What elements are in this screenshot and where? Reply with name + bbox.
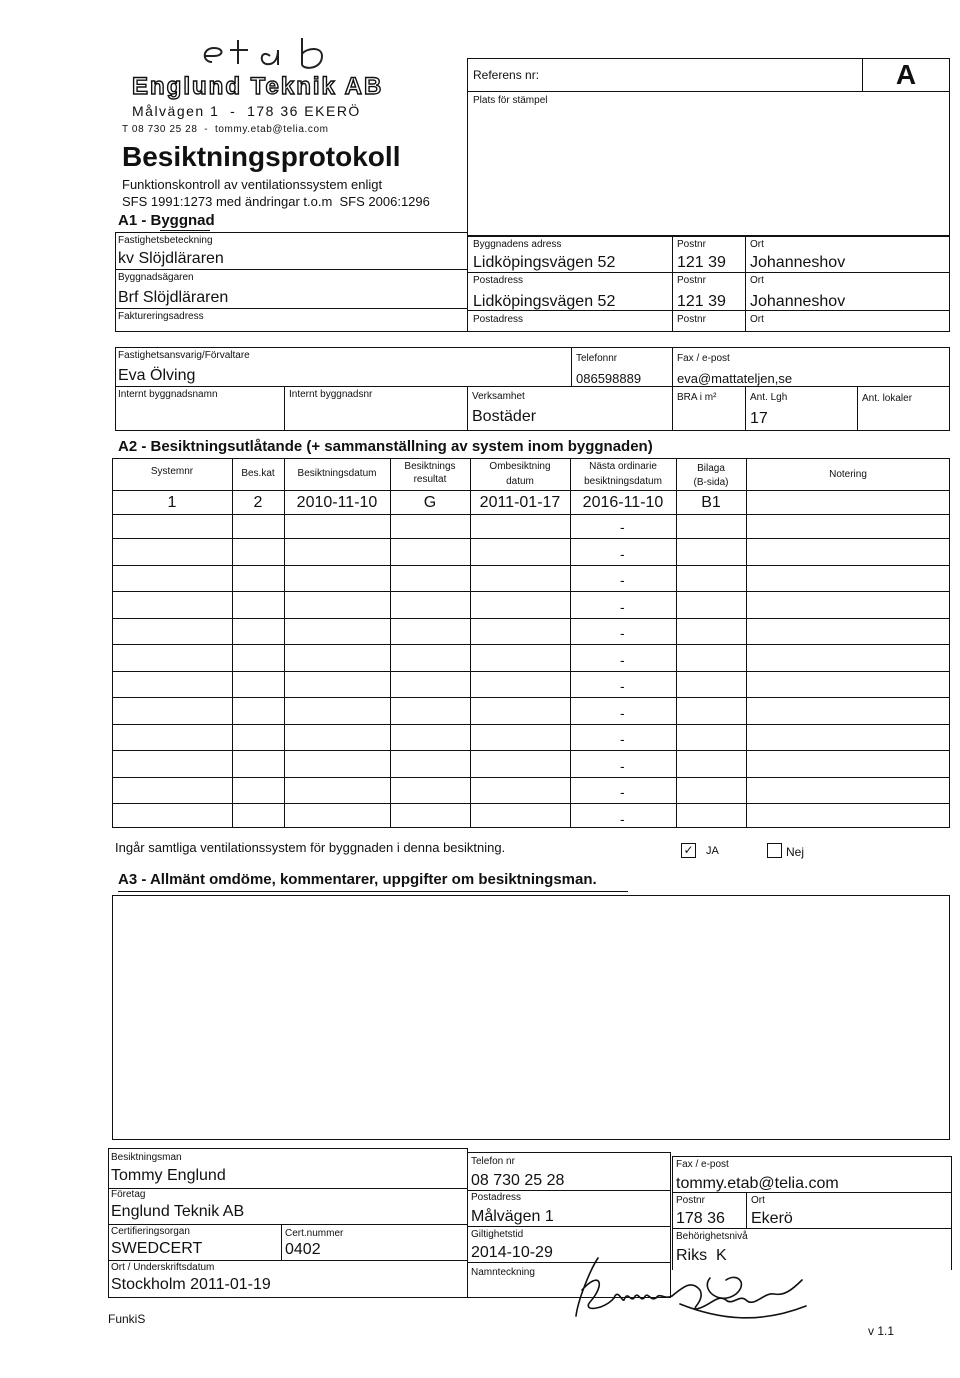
document-subtitle-1: Funktionskontroll av ventilationssystem enligt (122, 177, 383, 192)
nej-label: Nej (786, 845, 805, 859)
col-ombesiktning-1: Ombesiktning (489, 461, 551, 472)
ort2-label: Ort (750, 275, 764, 286)
foretag-label: Företag (111, 1189, 146, 1200)
footer-left: FunkiS (108, 1312, 146, 1326)
giltighet-value: 2014-10-29 (471, 1244, 553, 1261)
postnr1-label: Postnr (677, 239, 706, 250)
verksamhet-value: Bostäder (472, 408, 537, 425)
postnr2-label: Postnr (677, 275, 706, 286)
col-systemnr: Systemnr (150, 466, 194, 477)
verksamhet-label: Verksamhet (472, 391, 525, 402)
fastighetsbeteckning-label: Fastighetsbeteckning (118, 235, 213, 246)
col-nasta-1: Nästa ordinarie (589, 461, 657, 472)
internt-namn-label: Internt byggnadsnamn (118, 389, 218, 400)
page-letter: A (895, 59, 917, 90)
byggnadens-adress-label: Byggnadens adress (473, 239, 562, 250)
cert-nr-label: Cert.nummer (285, 1228, 344, 1239)
company-name: Englund Teknik AB (132, 73, 384, 100)
empty-row-marker: - (620, 651, 625, 668)
ort1-value: Johanneshov (750, 254, 846, 271)
empty-row-marker: - (620, 598, 625, 615)
includes-text: Ingår samtliga ventilationssystem för byggnaden i denna besiktning. (115, 840, 506, 855)
empty-row-marker: - (620, 678, 625, 694)
insp-ort-label: Ort (751, 1195, 765, 1206)
fax-value: eva@mattateljen,se (677, 371, 793, 386)
row1-datum: 2010-11-10 (296, 494, 378, 511)
telefon-label: Telefonnr (576, 353, 618, 364)
empty-row-marker: - (620, 757, 625, 774)
insp-postnr-label: Postnr (676, 1195, 705, 1206)
giltighet-label: Giltighetstid (471, 1229, 524, 1240)
cert-nr-value: 0402 (285, 1241, 321, 1258)
postnr2-value: 121 39 (677, 293, 726, 310)
col-resultat-2: resultat (413, 474, 447, 485)
footer-version: v 1.1 (868, 1324, 895, 1338)
cert-org-label: Certifieringsorgan (111, 1226, 190, 1237)
ort2-value: Johanneshov (750, 293, 846, 310)
col-notering: Notering (829, 469, 867, 480)
ja-checkbox[interactable]: ✓ (681, 843, 696, 858)
empty-row-marker: - (620, 810, 625, 827)
row1-resultat: G (423, 494, 437, 511)
a1-heading: A1 - Byggnad (118, 212, 215, 229)
a3-comment-box (112, 895, 950, 1140)
a3-heading: A3 - Allmänt omdöme, kommentarer, uppgifter om besiktningsman. (118, 871, 597, 888)
document-subtitle-2: SFS 1991:1273 med ändringar t.o.m SFS 2006:1296 (122, 194, 430, 209)
empty-row-marker: - (620, 519, 625, 535)
signature (560, 1250, 820, 1330)
insp-telefon-value: 08 730 25 28 (471, 1172, 565, 1189)
empty-row-marker: - (620, 704, 625, 721)
insp-telefon-label: Telefon nr (471, 1156, 515, 1167)
fakturering-label: Faktureringsadress (118, 311, 204, 322)
insp-postadress-value: Målvägen 1 (471, 1208, 554, 1225)
a2-heading: A2 - Besiktningsutlåtande (+ sammanställning av system inom byggnaden) (118, 438, 653, 455)
namnteckning-label: Namnteckning (471, 1267, 535, 1278)
cert-org-value: SWEDCERT (111, 1240, 203, 1257)
besiktningsman-value: Tommy Englund (111, 1167, 226, 1184)
row1-beskat: 2 (253, 494, 263, 511)
behorighet-label: Behörighetsnivå (676, 1231, 748, 1242)
row1-bilaga: B1 (701, 494, 721, 511)
fax-label: Fax / e-post (677, 353, 730, 364)
company-address: Målvägen 1 - 178 36 EKERÖ (132, 103, 361, 119)
telefon-value: 086598889 (576, 371, 642, 386)
document-title: Besiktningsprotokoll (122, 141, 401, 172)
postadress2-label: Postadress (473, 314, 524, 325)
ort3-label: Ort (750, 314, 764, 325)
col-bilaga-1: Bilaga (697, 463, 725, 474)
row1-nasta: 2016-11-10 (582, 494, 664, 511)
stamp-label: Plats för stämpel (473, 95, 548, 106)
behorighet-value: Riks K (676, 1247, 727, 1264)
col-beskat: Bes.kat (241, 468, 275, 479)
postnr3-label: Postnr (677, 314, 706, 325)
insp-fax-value: tommy.etab@telia.com (676, 1175, 839, 1192)
postadress-label: Postadress (473, 275, 524, 286)
row1-ombesiktning: 2011-01-17 (479, 494, 561, 511)
col-resultat-1: Besiktnings (404, 461, 456, 472)
col-ombesiktning-2: datum (506, 476, 534, 487)
ant-lgh-label: Ant. Lgh (750, 392, 788, 403)
empty-row-marker: - (620, 572, 625, 588)
ant-lgh-value: 17 (750, 410, 768, 427)
ja-label: JA (706, 845, 719, 857)
postnr1-value: 121 39 (677, 254, 726, 271)
postadress-value: Lidköpingsvägen 52 (473, 293, 616, 310)
ansvarig-value: Eva Ölving (118, 367, 196, 384)
empty-row-marker: - (620, 731, 625, 747)
a1-right-block (467, 236, 950, 332)
ansvarig-label: Fastighetsansvarig/Förvaltare (118, 350, 250, 361)
insp-fax-label: Fax / e-post (676, 1159, 729, 1170)
ort-datum-label: Ort / Underskriftsdatum (111, 1262, 215, 1273)
empty-row-marker: - (620, 625, 625, 641)
logo-mark (198, 34, 358, 76)
empty-row-marker: - (620, 784, 625, 800)
byggnadsagare-value: Brf Slöjdläraren (118, 289, 229, 306)
byggnadsagare-label: Byggnadsägaren (118, 272, 194, 283)
foretag-value: Englund Teknik AB (111, 1203, 245, 1220)
empty-row-marker: - (620, 545, 625, 562)
insp-ort-value: Ekerö (751, 1210, 793, 1227)
col-datum: Besiktningsdatum (297, 468, 377, 479)
col-nasta-2: besiktningsdatum (584, 476, 662, 487)
internt-nr-label: Internt byggnadsnr (289, 389, 373, 400)
ant-lokaler-label: Ant. lokaler (862, 393, 913, 404)
row1-systemnr: 1 (167, 494, 177, 511)
nej-checkbox[interactable] (767, 843, 782, 858)
reference-label: Referens nr: (473, 68, 540, 82)
insp-postnr-value: 178 36 (676, 1210, 725, 1227)
insp-postadress-label: Postadress (471, 1192, 522, 1203)
fastighetsbeteckning-value: kv Slöjdläraren (118, 250, 224, 267)
ort1-label: Ort (750, 239, 764, 250)
bra-label: BRA i m² (677, 392, 717, 403)
company-contact: T 08 730 25 28 - tommy.etab@telia.com (122, 124, 329, 135)
byggnadens-adress-value: Lidköpingsvägen 52 (473, 254, 616, 271)
besiktningsman-label: Besiktningsman (111, 1152, 182, 1163)
ort-datum-value: Stockholm 2011-01-19 (111, 1276, 271, 1293)
col-bilaga-2: (B-sida) (693, 477, 729, 488)
